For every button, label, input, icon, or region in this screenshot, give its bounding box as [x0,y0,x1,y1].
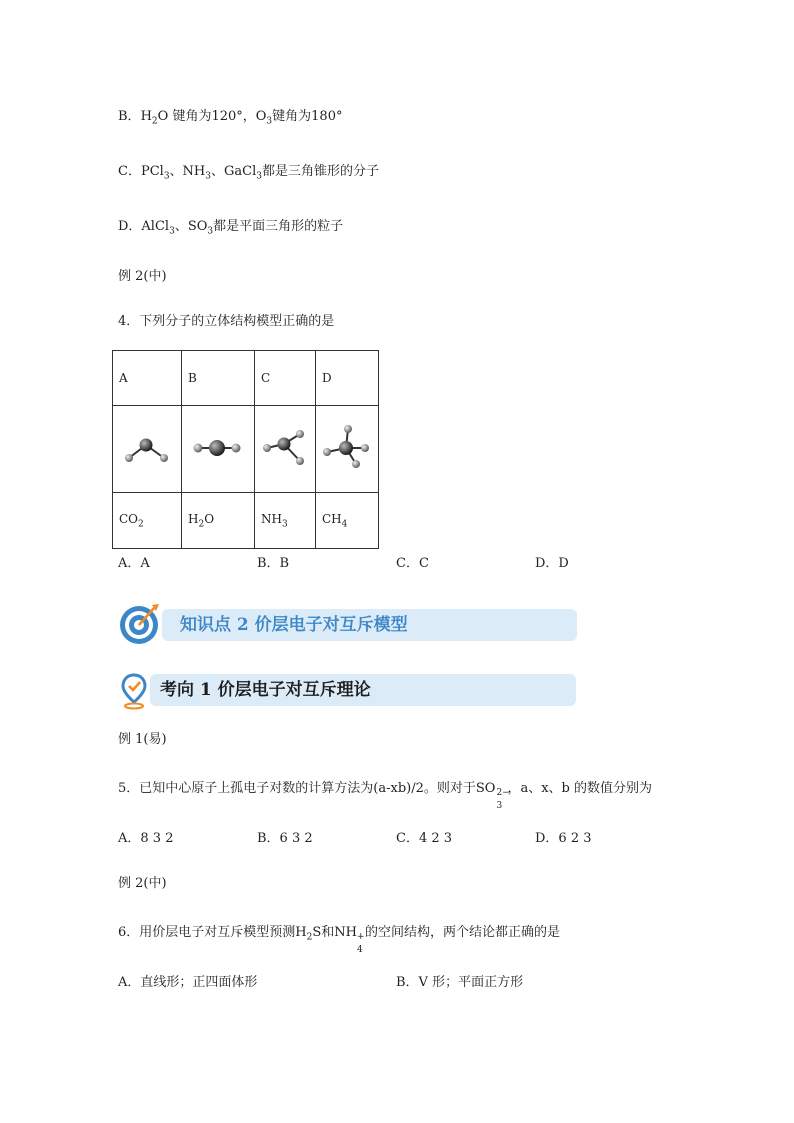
direction-banner: 考向 1 价层电子对互斥理论 [150,674,576,706]
q6-option-a: A．直线形；正四面体形 [118,975,258,990]
q6-option-b: B．V 形；平面正方形 [396,975,524,990]
table-header-c: C [255,351,316,406]
q5-option-a: A．8 3 2 [118,831,174,846]
table-header-b: B [182,351,255,406]
q5-option-b: B．6 3 2 [257,831,313,846]
q4-option-b: B．B [257,556,290,571]
q5-option-d: D．6 2 3 [535,831,592,846]
question-6: 6．用价层电子对互斥模型预测$H_2S$和NH + 4 的空间结构，两个结论都正确的是 [118,925,560,955]
table-label-b: $H_2O$ [182,493,255,549]
q4-option-d: D．D [535,556,569,571]
linear-molecule-icon [188,428,244,468]
question-5: 5．已知中心原子上孤电子对数的计算方法为(a-xb)/2。则对于SO 2− 3 ，a、x、b 的数值分别为 [118,781,652,811]
table-cell-model-d [316,406,379,493]
q4-option-a: A．A [118,556,150,571]
table-cell-model-b [182,406,255,493]
bent-molecule-icon [119,428,175,468]
table-header-d: D [316,351,379,406]
tetrahedral-molecule-icon [322,424,370,472]
q4-option-c: C．C [396,556,429,571]
table-header-a: A [113,351,182,406]
q5-option-c: C．4 2 3 [396,831,453,846]
option-d-line: D．AlCl$_3$、$SO_3$都是平面三角形的粒子 [118,219,344,237]
target-icon [118,602,162,646]
table-label-a: $CO_2$ [113,493,182,549]
question-4: 4．下列分子的立体结构模型正确的是 [118,314,335,329]
molecule-table [112,350,379,549]
example-2-label: 例 2(中) [118,269,167,284]
option-c-line: C．PCl$_3$、$NH_3$、GaCl$_3$都是三角锥形的分子 [118,164,379,182]
example-2b-label: 例 2(中) [118,876,167,891]
table-cell-model-a [113,406,182,493]
table-label-d: $CH_4$ [316,493,379,549]
option-b-line: B．$H_2O$ 键角为120°，$O_3$键角为180° [118,109,343,127]
knowledge-point-banner: 知识点 2 价层电子对互斥模型 [162,609,577,641]
example-1-label: 例 1(易) [118,732,167,747]
table-cell-model-c [255,406,316,493]
location-pin-icon [119,672,149,710]
table-label-c: $NH_3$ [255,493,316,549]
trigonal-pyramid-molecule-icon [261,426,309,470]
